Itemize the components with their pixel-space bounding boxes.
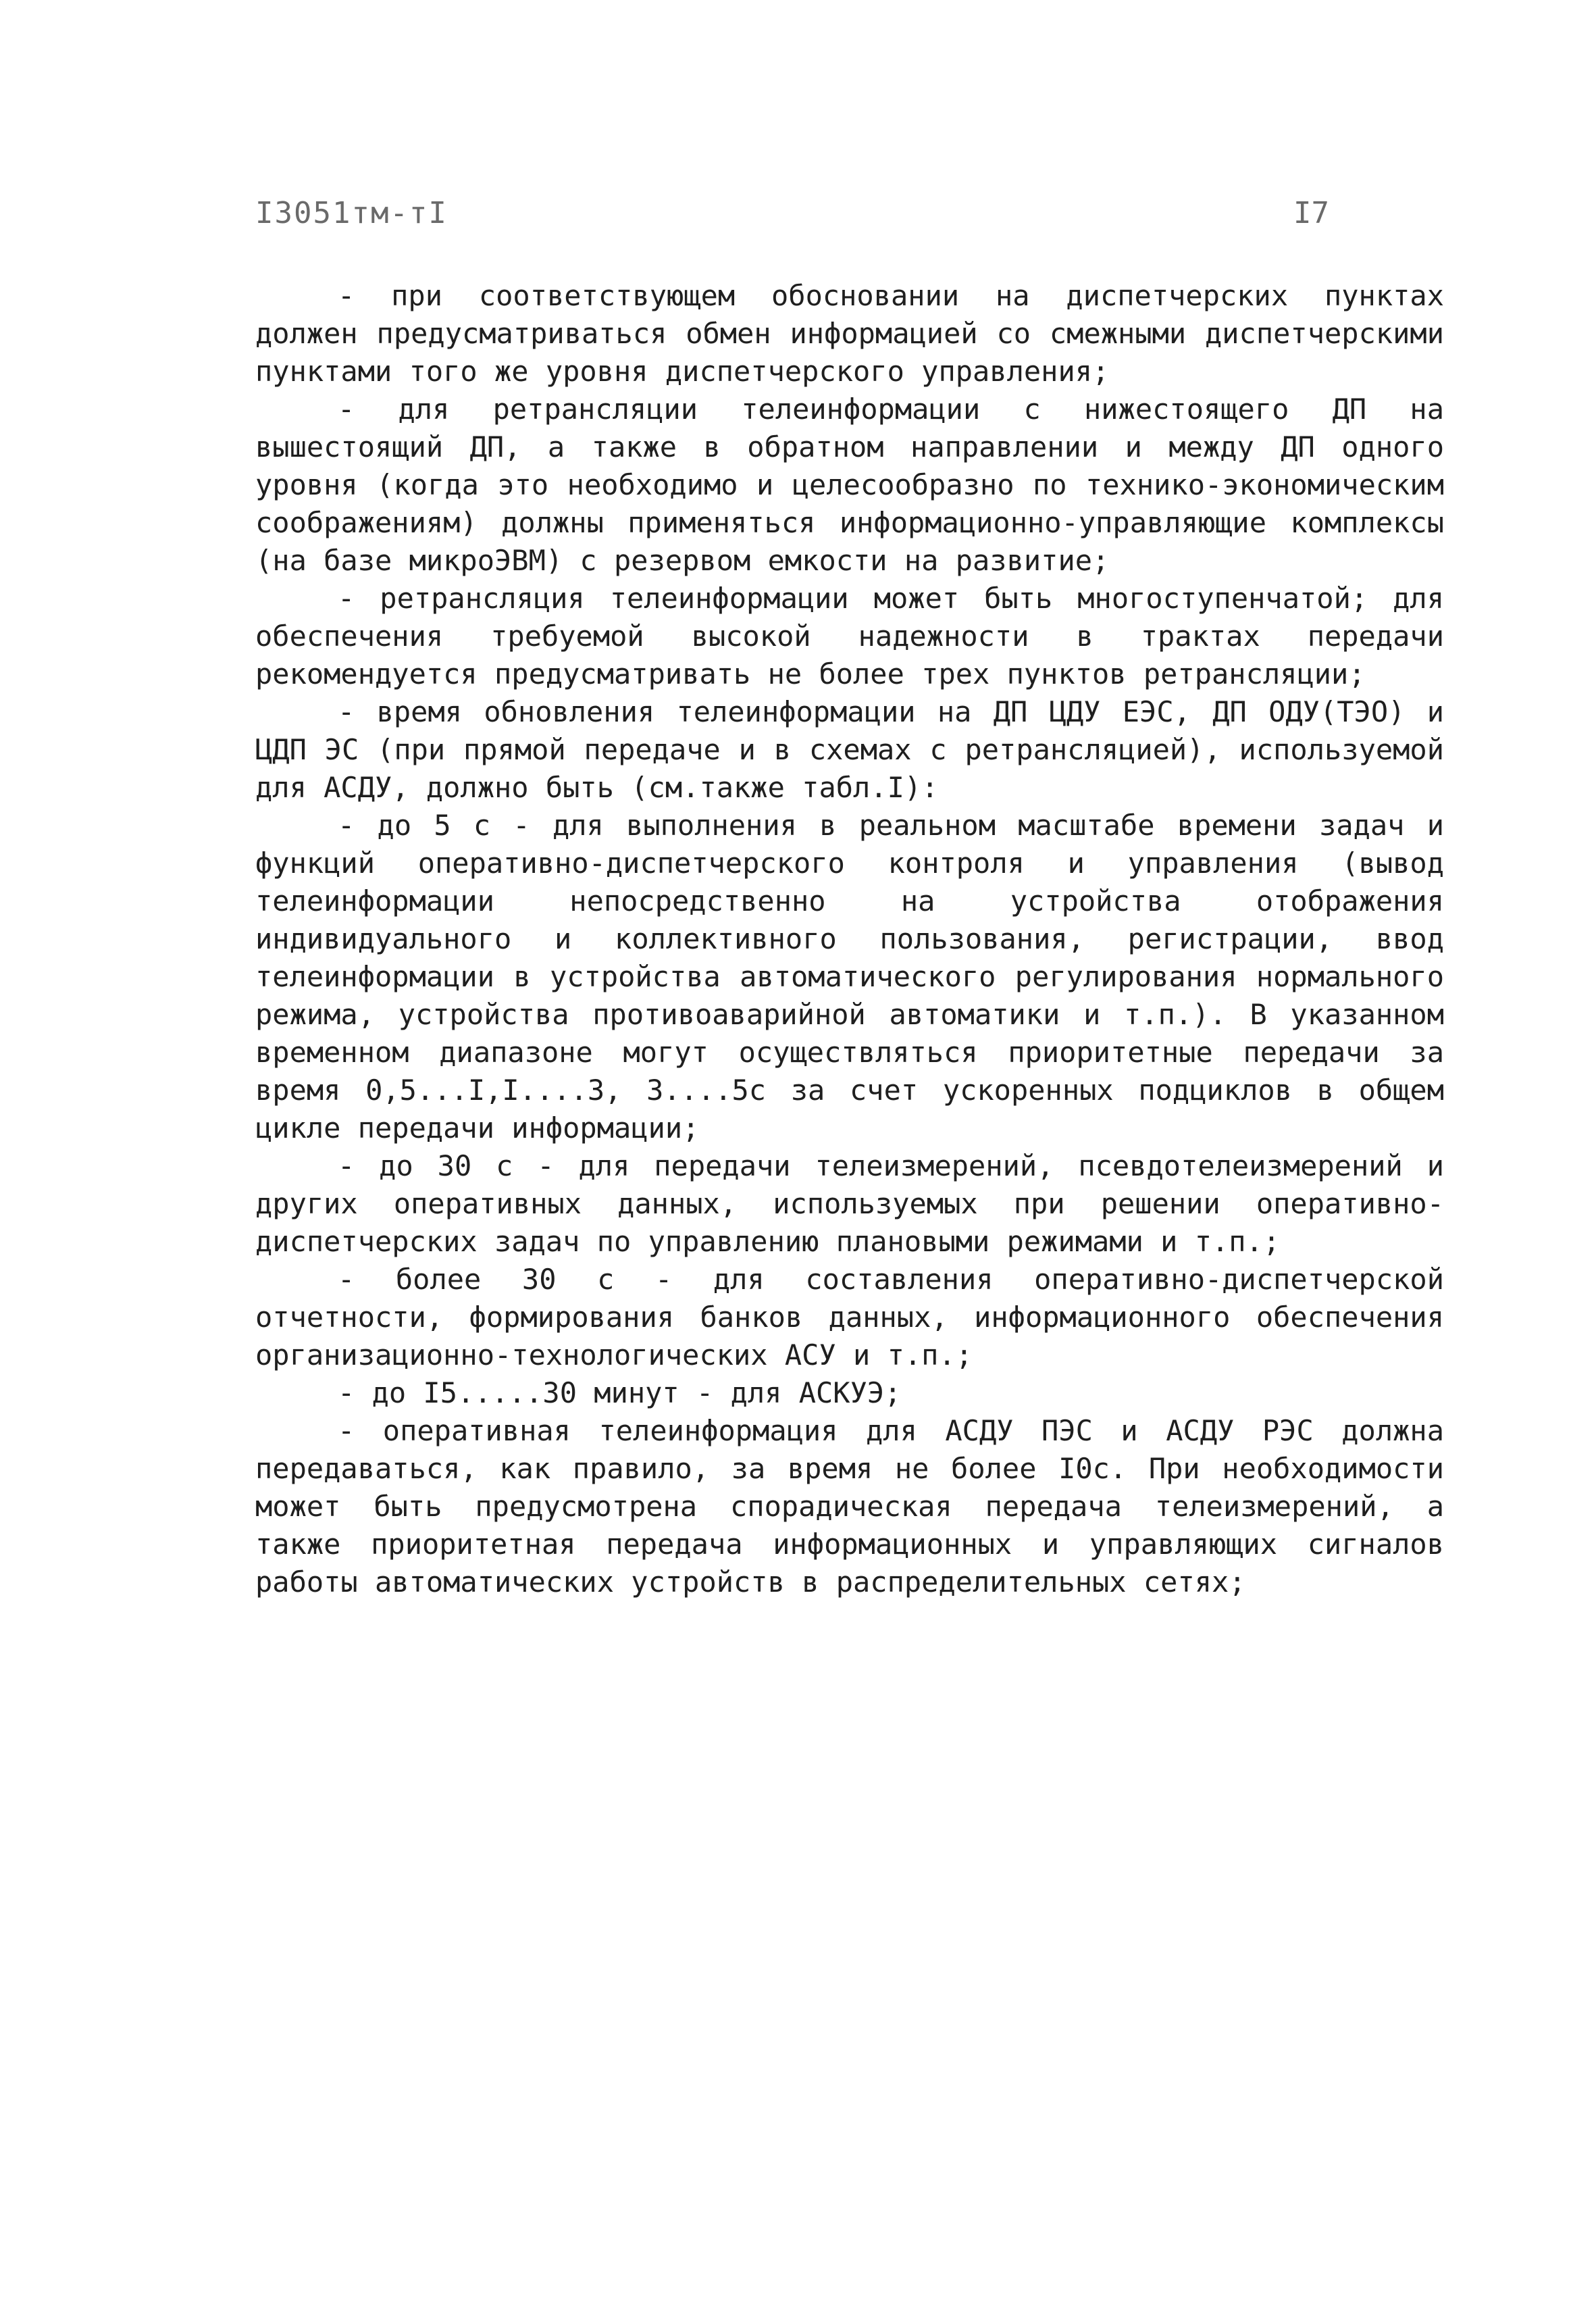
paragraph-operational-pes-res: - оперативная телеинформация для АСДУ ПЭС и АСДУ РЭС должна передаваться, как правило, за время не более I0с. При необходимости может быть предусмотрена спорадическая передача телеизмерений, а также приоритетная передача информационных и управляющих сигналов работы автоматических устройств в распределительных сетях;: [255, 1414, 1444, 1599]
paragraph-askue: - до I5.....30 минут - для АСКУЭ;: [338, 1376, 902, 1409]
page-number: I7: [1293, 196, 1329, 230]
document-body: [255, 277, 1444, 1601]
paragraph-retranslation-complexes: - для ретрансляции телеинформации с нижестоящего ДП на вышестоящий ДП, а также в обратном направлении и между ДП одного уровня (когда это необходимо и целесообразно по технико-экономическим соображениям) должны применяться информационно-управляющие комплексы (на базе микроЭВМ) с резервом емкости на развитие;: [255, 393, 1444, 577]
paragraph-up-to-30s: - до 30 с - для передачи телеизмерений, псевдотелеизмерений и других оперативных данных, используемых при решении оперативно-диспетчерских задач по управлению плановыми режимами и т.п.;: [255, 1149, 1444, 1258]
paragraph-over-30s: - более 30 с - для составления оперативно-диспетчерской отчетности, формирования банков данных, информационного обеспечения организационно-технологических АСУ и т.п.;: [255, 1263, 1444, 1372]
paragraph-multistage-retranslation: - ретрансляция телеинформации может быть многоступенчатой; для обеспечения требуемой высокой надежности в трактах передачи рекомендуется предусматривать не более трех пунктов ретрансляции;: [255, 582, 1444, 690]
paragraph-update-time: - время обновления телеинформации на ДП ЦДУ ЕЭС, ДП ОДУ(ТЭО) и ЦДП ЭС (при прямой передаче и в схемах с ретрансляцией), используемой для АСДУ, должно быть (см.также табл.I):: [255, 695, 1444, 804]
document-code: I3051тм-тI: [255, 196, 448, 230]
paragraph-up-to-5s: - до 5 с - для выполнения в реальном масштабе времени задач и функций оперативно-диспетчерского контроля и управления (вывод телеинформации непосредственно на устройства отображения индивидуального и коллективного пользования, регистрации, ввод телеинформации в устройства автоматического регулирования нормального режима, устройства противоаварийной автоматики и т.п.). В указанном временном диапазоне могут осуществляться приоритетные передачи за время 0,5...I,I....3, 3....5с за счет ускоренных подциклов в общем цикле передачи информации;: [255, 809, 1444, 1145]
paragraph-info-exchange: - при соответствующем обосновании на диспетчерских пунктах должен предусматриваться обмен информацией со смежными диспетчерскими пунктами того же уровня диспетчерского управления;: [255, 279, 1444, 388]
